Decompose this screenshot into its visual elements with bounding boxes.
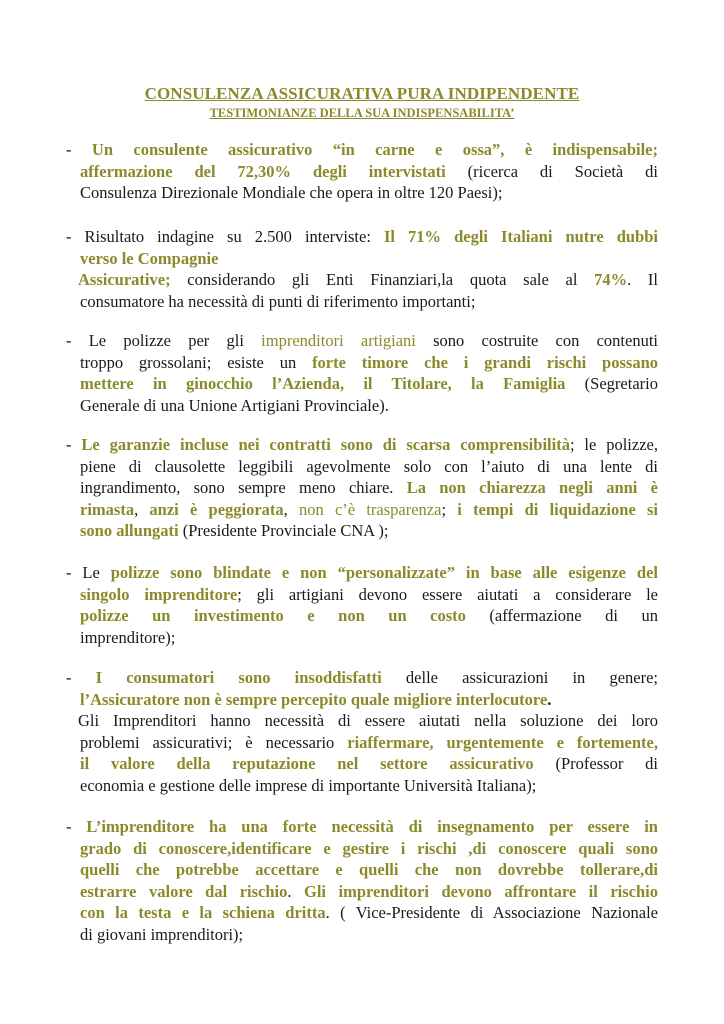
highlighted-text: L’imprenditore ha una forte necessità di insegnamento per essere in: [86, 817, 658, 836]
testimony-item-6: [66, 667, 658, 796]
highlighted-text: riaffermare, urgentemente e fortemente,: [347, 732, 658, 752]
text-line: [66, 584, 658, 606]
testimony-item-2: [66, 226, 658, 312]
body-text: delle assicurazioni in genere;: [381, 668, 658, 687]
highlighted-text: Assicurative;: [78, 270, 171, 289]
highlighted-text: estrarre valore dal rischio: [80, 881, 288, 901]
highlighted-text: con la testa e la schiena dritta: [80, 903, 326, 922]
text-line: [66, 689, 658, 711]
body-text: Consulenza Direzionale Mondiale che opera in oltre 120 Paesi);: [80, 183, 503, 202]
highlighted-text: affermazione del 72,30% degli intervistati: [80, 161, 446, 181]
testimony-item-7: [66, 816, 658, 945]
body-text: -: [66, 817, 87, 836]
highlighted-text: verso le Compagnie: [80, 248, 219, 268]
body-text: di giovani imprenditori);: [80, 924, 244, 944]
text-line: [66, 434, 658, 456]
body-text: economia e gestione delle imprese di importante Università Italiana);: [80, 775, 537, 795]
testimony-item-4: [66, 434, 658, 542]
body-text: - Risultato indagine su 2.500 interviste:: [66, 227, 384, 246]
body-text: . ( Vice-Presidente di Associazione Nazionale: [325, 903, 658, 922]
text-line: [66, 456, 658, 478]
body-text: problemi assicurativi; è necessario: [80, 732, 348, 752]
text-line: [66, 520, 658, 542]
highlighted-text: singolo imprenditore: [80, 584, 238, 604]
testimony-item-3: [66, 330, 658, 416]
body-text: -: [66, 668, 96, 687]
highlighted-text: polizze sono blindate e non “personalizzate” in base alle esigenze del: [110, 563, 658, 582]
text-line: [66, 562, 658, 584]
body-text: sono costruite con contenuti: [415, 331, 658, 350]
highlighted-text: non c’è trasparenza: [299, 499, 442, 519]
highlighted-text: .: [547, 689, 552, 709]
body-text: .: [287, 881, 304, 901]
highlighted-text: il valore della reputazione nel settore assicurativo: [80, 754, 534, 773]
body-text: ,: [283, 499, 300, 519]
text-line: [66, 775, 658, 797]
highlighted-text: polizze un investimento e non un costo: [80, 606, 466, 625]
text-line: [66, 838, 658, 860]
body-text: ;: [441, 499, 458, 519]
highlighted-text: Il 71% degli Italiani nutre dubbi: [383, 227, 658, 246]
body-text: ; le polizze,: [569, 435, 658, 454]
highlighted-text: forte timore che i grandi rischi possano: [312, 352, 658, 372]
highlighted-text: I consumatori sono insoddisfatti: [95, 668, 382, 687]
body-text: ,: [134, 499, 150, 519]
highlighted-text: anzi è peggiorata: [149, 499, 284, 519]
body-text: .: [627, 270, 632, 289]
highlighted-text: imprenditori artigiani: [261, 331, 416, 350]
text-line: [66, 248, 658, 270]
text-line: [66, 859, 658, 881]
body-text: Generale di una Unione Artigiani Provinciale).: [80, 395, 389, 415]
body-text: Il: [631, 270, 658, 289]
text-line: [66, 924, 658, 946]
highlighted-text: rimasta: [80, 499, 135, 519]
body-text: -: [66, 435, 82, 454]
text-line: [66, 881, 658, 903]
text-line: [66, 395, 658, 417]
highlighted-text: quelli che potrebbe accettare e quelli che non dovrebbe tollerare,di: [80, 860, 658, 879]
highlighted-text: mettere in ginocchio l’Azienda, il Titolare, la Famiglia: [80, 374, 566, 393]
highlighted-text: grado di conoscere,identificare e gestire i rischi ,di conoscere quali sono: [80, 838, 658, 858]
text-line: [66, 477, 658, 499]
text-line: [66, 753, 658, 775]
highlighted-text: sono allungati: [80, 521, 179, 540]
body-text: -: [66, 140, 92, 159]
body-text: ingrandimento, sono sempre meno chiare.: [80, 478, 407, 497]
text-line: [66, 139, 658, 161]
body-text: (Segretario: [565, 374, 658, 393]
document-title: CONSULENZA ASSICURATIVA PURA INDIPENDENTE: [144, 84, 580, 103]
text-line: [66, 330, 658, 352]
body-text: consumatore ha necessità di punti di riferimento importanti;: [80, 291, 476, 311]
text-line: [66, 291, 658, 313]
text-line: [66, 605, 658, 627]
text-line: [66, 732, 658, 754]
text-line: [66, 902, 658, 924]
text-line: [66, 161, 658, 183]
text-line: [66, 499, 658, 521]
highlighted-text: La non chiarezza negli anni è: [406, 478, 658, 497]
body-text: (affermazione di un: [465, 606, 658, 625]
body-text: ; gli artigiani devono essere aiutati a considerare le: [237, 584, 659, 604]
text-line: [66, 182, 658, 204]
highlighted-text: l’Assicuratore non è sempre percepito quale migliore interlocutore: [80, 689, 548, 709]
testimony-item-1: [66, 139, 658, 204]
body-text: (Professor di: [533, 754, 659, 773]
text-line: [66, 373, 658, 395]
body-text: imprenditore);: [80, 627, 176, 647]
highlighted-text: 74%: [594, 270, 628, 289]
highlighted-text: Gli imprenditori devono affrontare il rischio: [304, 881, 659, 901]
text-line: [66, 667, 658, 689]
testimony-item-5: [66, 562, 658, 648]
body-text: - Le: [66, 563, 111, 582]
highlighted-text: Un consulente assicurativo “in carne e ossa”, è indispensabile;: [91, 140, 658, 159]
text-line: [66, 226, 658, 248]
text-line: [66, 627, 658, 649]
document-subtitle: TESTIMONIANZE DELLA SUA INDISPENSABILITA’: [209, 106, 515, 120]
body-text: troppo grossolani; esiste un: [80, 352, 313, 372]
highlighted-text: Le garanzie incluse nei contratti sono di scarsa comprensibilità: [81, 435, 570, 454]
body-text: considerando gli Enti Finanziari,la quota sale al: [170, 270, 595, 289]
text-line: [66, 710, 658, 732]
highlighted-text: i tempi di liquidazione si: [457, 499, 658, 519]
body-text: - Le polizze per gli: [66, 331, 262, 350]
body-text: piene di clausolette leggibili agevolmente solo con l’aiuto di una lente di: [80, 456, 658, 476]
body-text: Gli Imprenditori hanno necessità di essere aiutati nella soluzione dei loro: [78, 711, 658, 730]
text-line: [66, 352, 658, 374]
body-text: (Presidente Provinciale CNA );: [178, 521, 389, 540]
body-text: (ricerca di Società di: [445, 161, 658, 181]
text-line: [66, 269, 658, 291]
text-line: [66, 816, 658, 838]
